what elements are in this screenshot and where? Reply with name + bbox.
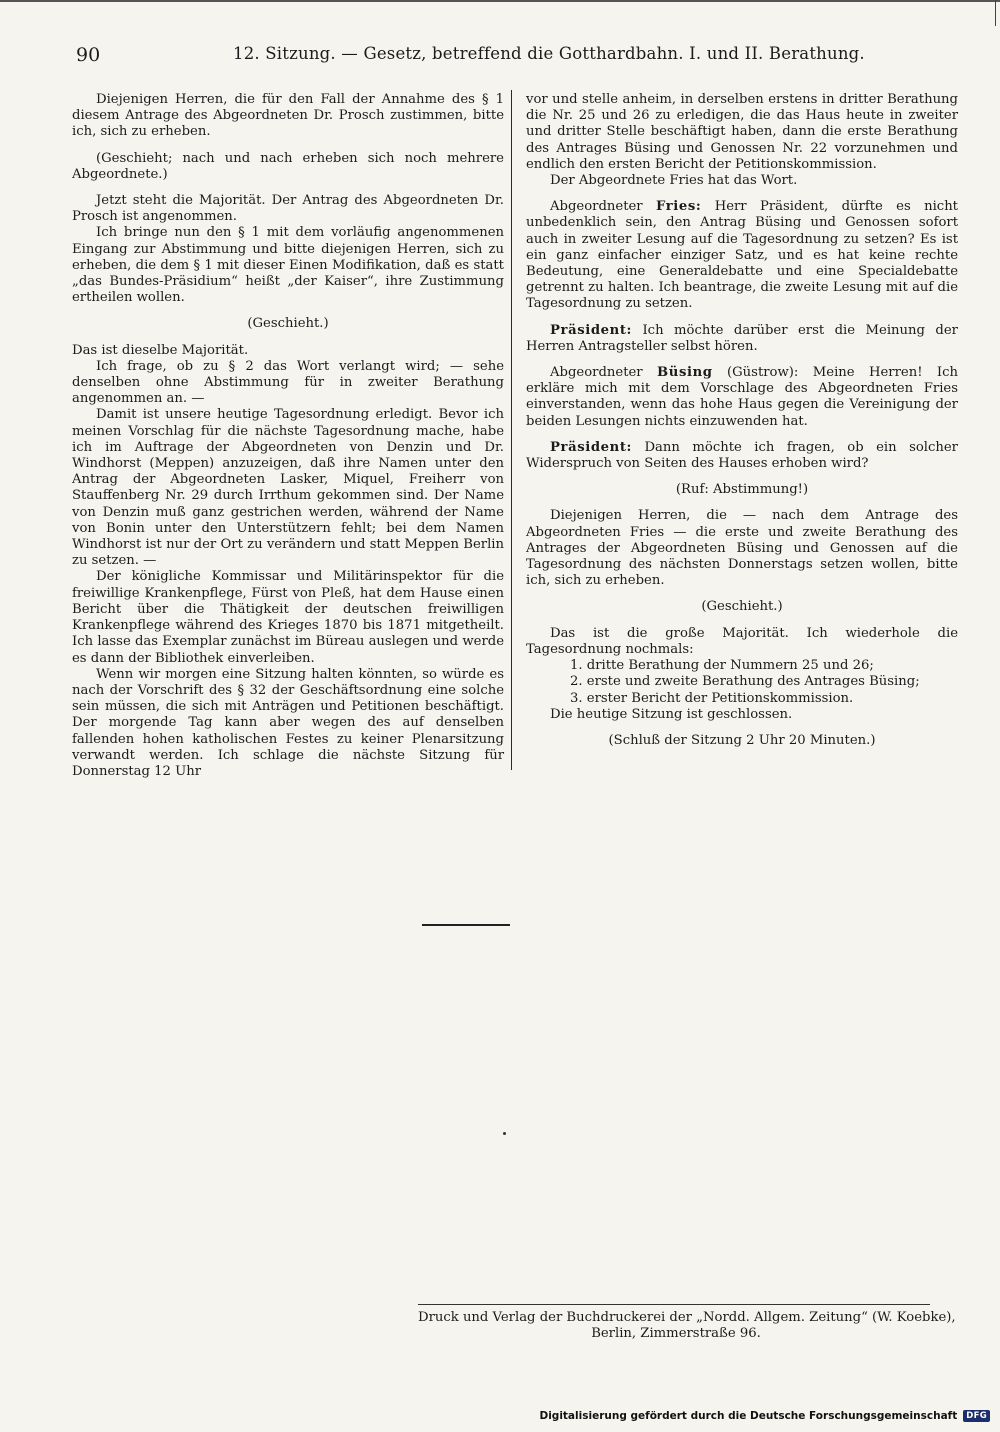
paragraph: Die heutige Sitzung ist geschlossen. [550,706,793,722]
stage-direction: (Ruf: Abstimmung!) [675,482,809,498]
column-divider [511,90,512,770]
running-head: 12. Sitzung. — Gesetz, betreffend die Gotthardbahn. I. und II. Berathung. [233,44,865,63]
imprint-rule [418,1304,930,1305]
paragraph: Wenn wir morgen eine Sitzung halten könnten, so würde es nach der Vorschrift des § 32 der Geschäftsordnung eine solche sein müssen, die sich mit Anträgen und Petitionen beschäftigt. Der morgende Tag kann aber wegen des auf denselben fallenden hohen katholischen Festes zu keiner Plenarsitzung verwandt werden. Ich schlage die nächste Sitzung für Donnerstag 12 Uhr [72,666,504,779]
agenda-item: 1. dritte Berathung der Nummern 25 und 26; [570,658,874,674]
dfg-logo-icon: DFG [963,1410,990,1422]
speaker-title: Abgeordneter [550,365,643,381]
paragraph: Der königliche Kommissar und Militärinspektor für die freiwillige Krankenpflege, Fürst von Pleß, hat dem Hause einen Bericht über die Thätigkeit der deutschen freiwilligen Krankenpflege während des Krieges 1870 bis 1871 mitgetheilt. Ich lasse das Exemplar zunächst im Büreau auslegen und werde es dann der Bibliothek einverleiben. [72,569,504,666]
footer-text: Digitalisierung gefördert durch die Deutsche Forschungsgemeinschaft [539,1410,958,1422]
digitization-footer [539,1408,990,1424]
paragraph: Ich frage, ob zu § 2 das Wort verlangt wird; — sehe denselben ohne Abstimmung für in zweiter Berathung angenommen an. — [72,358,504,407]
agenda-item: 3. erster Bericht der Petitionskommission. [570,690,854,706]
end-rule [422,924,510,926]
paragraph: Diejenigen Herren, die — nach dem Antrage des Abgeordneten Fries — die erste und zweite Berathung des Antrages der Abgeordneten Büsing und Genossen auf die Tagesordnung des nächsten Donnerstags setzen wollen, bitte ich, sich zu erheben. [526,508,958,589]
speaker-title: Abgeordneter [550,199,643,215]
speech-text: (Güstrow): Meine Herren! Ich erkläre mich mit dem Vorschlage des Abgeordneten Fries einverstanden, wenn das hohe Haus gegen die Vereinigung der beiden Lesungen nichts einzuwenden hat. [526,365,958,429]
speaker-name: Büsing [657,365,713,381]
imprint-line: Berlin, Zimmerstraße 96. [591,1326,761,1341]
paragraph: Das ist dieselbe Majorität. [72,342,249,358]
paragraph: Damit ist unsere heutige Tagesordnung erledigt. Bevor ich meinen Vorschlag für die nächste Tagesordnung mache, habe ich im Auftrage der Abgeordneten von Denzin und Dr. Windhorst (Meppen) anzuzeigen, daß ihre Namen unter den Antrag der Abgeordneten Lasker, Miquel, Freiherr von Stauffenberg Nr. 29 durch Irrthum gekommen sind. Der Name von Denzin muß ganz gestrichen werden, während der Name von Bonin unter den Unterstützern fehlt; bei dem Namen Windhorst ist nur der Ort zu verändern und statt Meppen Berlin zu setzen. — [72,407,504,569]
right-column [526,92,958,749]
paragraph: Der Abgeordnete Fries hat das Wort. [550,173,798,189]
speaker-name: Präsident: [550,439,633,455]
stage-direction: (Geschieht.) [701,599,783,615]
speech-text: Dann möchte ich fragen, ob ein solcher Widerspruch von Seiten des Hauses erhoben wird? [526,439,958,472]
page-edge-right [995,0,996,26]
paragraph: Das ist die große Majorität. Ich wiederhole die Tagesordnung nochmals: [526,625,958,657]
paragraph: Jetzt steht die Majorität. Der Antrag des Abgeordneten Dr. Prosch ist angenommen. [72,193,504,225]
page-header [68,44,958,70]
speech-buesing [526,365,958,430]
stage-direction: (Geschieht.) [247,316,329,332]
page-number: 90 [76,44,101,66]
speech-text: Herr Präsident, dürfte es nicht unbedenklich sein, den Antrag Büsing und Genossen sofort auch in zweiter Lesung auf die Tagesordnung zu setzen? Es ist ein ganz einfacher einziger Satz, und es hat keine rechte Bedeutung, eine Generaldebatte und eine Specialdebatte getrennt zu halten. Ich beantrage, die zweite Lesung mit auf die Tagesordnung zu setzen. [526,199,958,312]
page-edge-top [0,0,1000,6]
stage-direction: (Schluß der Sitzung 2 Uhr 20 Minuten.) [608,732,876,748]
speech-fries [526,199,958,312]
speaker-name: Fries: [655,199,702,215]
imprint-line: Druck und Verlag der Buchdruckerei der „Nordd. Allgem. Zeitung“ (W. Koebke), [418,1310,956,1325]
speech-president [526,440,958,472]
speech-text: Ich möchte darüber erst die Meinung der Herren Antragsteller selbst hören. [526,322,958,354]
scan-speck [503,1132,506,1135]
speech-president [526,323,958,355]
agenda-item: 2. erste und zweite Berathung des Antrages Büsing; [570,674,920,690]
paragraph: vor und stelle anheim, in derselben erstens in dritter Berathung die Nr. 25 und 26 zu erledigen, die das Haus heute in zweiter und dritter Stelle beschäftigt haben, dann die erste Berathung des Antrages Büsing und Genossen Nr. 22 vorzunehmen und endlich den ersten Bericht der Petitionskommission. [526,92,958,172]
paragraph: Diejenigen Herren, die für den Fall der Annahme des § 1 diesem Antrage des Abgeordneten Dr. Prosch zustimmen, bitte ich, sich zu erheben. [72,92,504,140]
speaker-name: Präsident: [550,322,633,338]
paragraph: Ich bringe nun den § 1 mit dem vorläufig angenommenen Eingang zur Abstimmung und bitte diejenigen Herren, sich zu erheben, die dem § 1 mit dieser Einen Modifikation, daß es statt „das Bundes-Präsidium“ heißt „der Kaiser“, ihre Zustimmung ertheilen wollen. [72,225,504,306]
imprint [418,1310,956,1342]
left-column [72,92,504,780]
stage-direction: (Geschieht; nach und nach erheben sich noch mehrere Abgeordnete.) [72,150,504,182]
